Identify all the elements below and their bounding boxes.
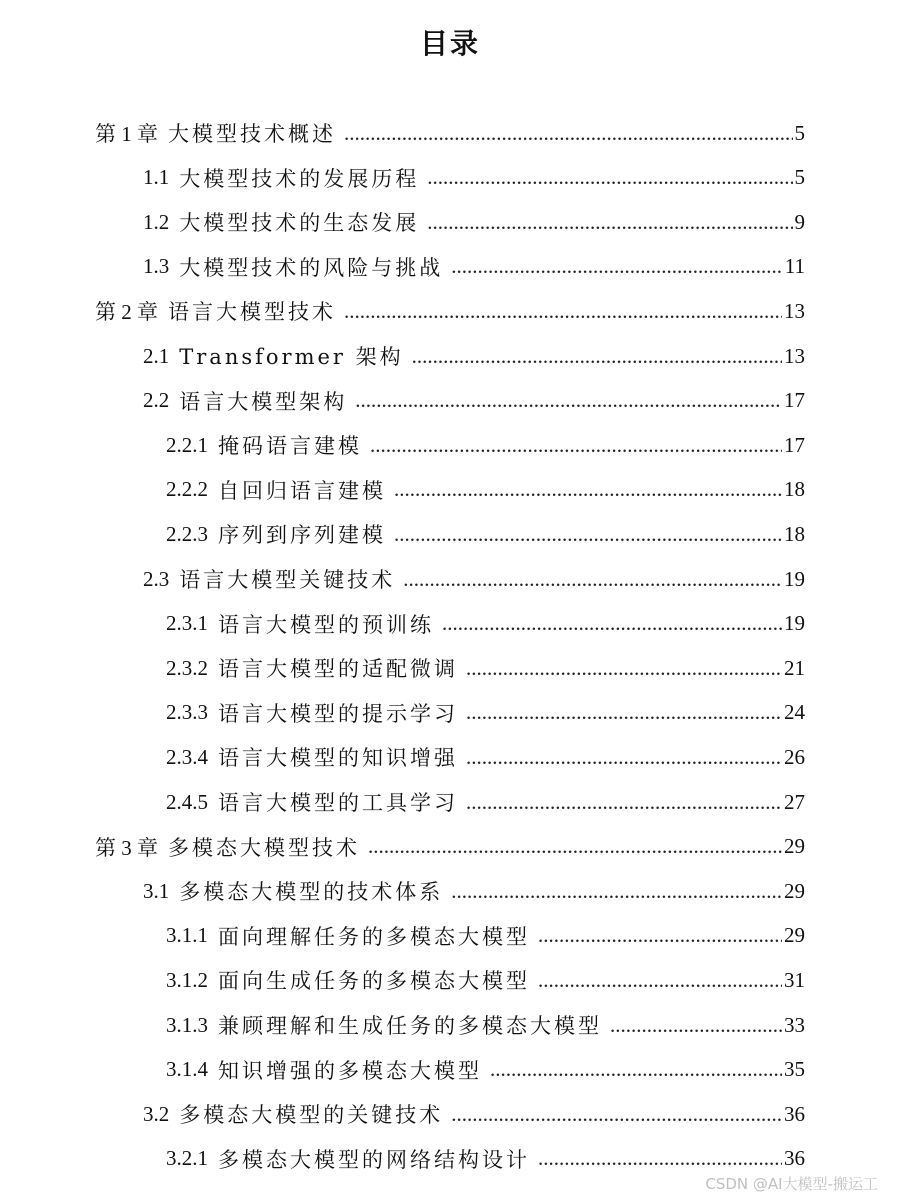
entry-title: 语言大模型架构: [179, 389, 348, 414]
toc-chapter-entry[interactable]: [95, 111, 805, 155]
entry-title: 大模型技术的生态发展: [179, 211, 420, 236]
toc-section-entry[interactable]: [166, 691, 805, 735]
dot-leader: [355, 388, 782, 413]
dot-leader: [538, 1146, 782, 1171]
toc-section-entry[interactable]: [143, 1092, 805, 1136]
entry-page-number: 21: [784, 655, 805, 680]
toc-section-entry[interactable]: [166, 958, 805, 1002]
entry-number: 第 1 章: [95, 122, 158, 146]
entry-number: 第 2 章: [95, 300, 158, 325]
entry-title: 多模态大模型的网络结构设计: [218, 1147, 530, 1172]
entry-page-number: 18: [784, 477, 805, 502]
entry-title: 语言大模型的知识增强: [218, 746, 458, 771]
dot-leader: [368, 834, 782, 859]
entry-title: 语言大模型技术: [168, 300, 336, 325]
dot-leader: [412, 344, 782, 369]
entry-number: 2.1: [143, 343, 170, 368]
entry-page-number: 29: [784, 834, 805, 859]
entry-page-number: 19: [784, 566, 805, 591]
entry-number: 2.3.3: [166, 700, 208, 725]
dot-leader: [466, 745, 782, 770]
dot-leader: [344, 299, 782, 324]
dot-leader: [466, 656, 782, 681]
entry-page-number: 36: [784, 1101, 805, 1126]
entry-title: 知识增强的多模态大模型: [218, 1058, 482, 1083]
entry-title: 多模态大模型的技术体系: [179, 880, 444, 905]
entry-number: 2.2: [143, 388, 170, 413]
dot-leader: [394, 522, 782, 547]
toc-section-entry[interactable]: [143, 557, 805, 601]
entry-page-number: 24: [784, 700, 805, 725]
entry-title: 掩码语言建模: [218, 434, 362, 459]
entry-title: 面向理解任务的多模态大模型: [218, 924, 530, 949]
toc-section-entry[interactable]: [166, 423, 805, 467]
entry-title: 语言大模型的工具学习: [218, 791, 458, 815]
entry-page-number: 18: [784, 521, 805, 546]
toc-section-entry[interactable]: [166, 1048, 805, 1092]
toc-section-entry[interactable]: [143, 334, 805, 378]
entry-title: 序列到序列建模: [218, 523, 386, 548]
entry-number: 3.2.1: [166, 1146, 208, 1171]
dot-leader: [442, 611, 782, 636]
entry-title: 语言大模型的预训练: [218, 612, 434, 637]
watermark: CSDN @AI大模型-搬运工: [705, 1175, 878, 1193]
dot-leader: [466, 700, 782, 725]
toc-section-entry[interactable]: [143, 156, 805, 200]
dot-leader: [451, 879, 782, 904]
toc-section-entry[interactable]: [166, 914, 805, 958]
entry-number: 1.1: [143, 165, 170, 190]
entry-page-number: 13: [784, 343, 805, 368]
entry-page-number: 29: [784, 878, 805, 903]
entry-title: 大模型技术的风险与挑战: [179, 255, 444, 280]
entry-number: 1.2: [143, 209, 170, 234]
entry-page-number: 19: [784, 611, 805, 636]
entry-number: 2.3: [143, 566, 170, 591]
entry-title: 面向生成任务的多模态大模型: [218, 969, 530, 994]
entry-number: 2.3.2: [166, 655, 208, 680]
dot-leader: [538, 923, 782, 948]
toc-section-entry[interactable]: [143, 869, 805, 913]
toc-chapter-entry[interactable]: [95, 825, 805, 869]
dot-leader: [403, 567, 782, 592]
entry-page-number: 31: [784, 967, 805, 992]
entry-title: 大模型技术概述: [168, 122, 336, 146]
dot-leader: [451, 1102, 782, 1127]
entry-title: 语言大模型关键技术: [179, 568, 396, 592]
toc-section-entry[interactable]: [166, 512, 805, 556]
entry-page-number: 17: [784, 432, 805, 457]
entry-page-number: 26: [784, 744, 805, 769]
entry-page-number: 13: [784, 298, 805, 323]
dot-leader: [370, 433, 782, 458]
entry-number: 3.1.2: [166, 967, 208, 992]
toc-section-entry[interactable]: [166, 735, 805, 779]
entry-title: 语言大模型的适配微调: [218, 657, 458, 682]
entry-page-number: 5: [794, 165, 805, 190]
toc-section-entry[interactable]: [143, 245, 805, 289]
toc-section-entry[interactable]: [166, 646, 805, 690]
toc-section-entry[interactable]: [166, 468, 805, 512]
entry-number: 2.3.4: [166, 744, 208, 769]
entry-page-number: 33: [784, 1012, 805, 1037]
entry-page-number: 35: [784, 1057, 805, 1082]
entry-number: 3.1: [143, 878, 170, 903]
dot-leader: [427, 165, 792, 190]
entry-number: 3.1.3: [166, 1012, 208, 1037]
entry-title: Transformer 架构: [179, 345, 404, 369]
entry-number: 2.2.1: [166, 432, 208, 457]
dot-leader: [451, 254, 783, 279]
toc-chapter-entry[interactable]: [95, 289, 805, 333]
entry-title: 语言大模型的提示学习: [218, 701, 458, 726]
entry-number: 3.1.4: [166, 1057, 208, 1082]
entry-title: 多模态大模型的关键技术: [179, 1103, 444, 1128]
dot-leader: [538, 968, 782, 993]
entry-number: 2.2.3: [166, 521, 208, 546]
entry-page-number: 36: [784, 1146, 805, 1171]
dot-leader: [394, 477, 782, 502]
page-title: 目录: [419, 27, 480, 60]
dot-leader: [427, 210, 792, 235]
entry-number: 2.3.1: [166, 611, 208, 636]
toc-section-entry[interactable]: [166, 780, 805, 824]
toc-section-entry[interactable]: [166, 1003, 805, 1047]
entry-page-number: 27: [784, 789, 805, 814]
entry-title: 自回归语言建模: [218, 478, 386, 503]
toc-section-entry[interactable]: [166, 602, 805, 646]
dot-leader: [610, 1013, 782, 1038]
dot-leader: [344, 121, 793, 146]
entry-page-number: 17: [784, 388, 805, 413]
entry-number: 3.1.1: [166, 923, 208, 948]
dot-leader: [490, 1057, 782, 1082]
entry-page-number: 5: [794, 120, 805, 145]
entry-number: 3.2: [143, 1101, 170, 1126]
entry-page-number: 11: [784, 254, 805, 279]
entry-page-number: 29: [784, 923, 805, 948]
toc-section-entry[interactable]: [143, 379, 805, 423]
dot-leader: [466, 790, 782, 815]
entry-title: 大模型技术的发展历程: [179, 166, 420, 191]
entry-page-number: 9: [794, 209, 805, 234]
entry-number: 1.3: [143, 254, 170, 279]
entry-title: 兼顾理解和生成任务的多模态大模型: [218, 1014, 602, 1038]
toc-section-entry[interactable]: [143, 200, 805, 244]
entry-number: 2.2.2: [166, 477, 208, 502]
entry-title: 多模态大模型技术: [168, 835, 360, 860]
entry-number: 第 3 章: [95, 835, 158, 860]
entry-number: 2.4.5: [166, 789, 208, 814]
